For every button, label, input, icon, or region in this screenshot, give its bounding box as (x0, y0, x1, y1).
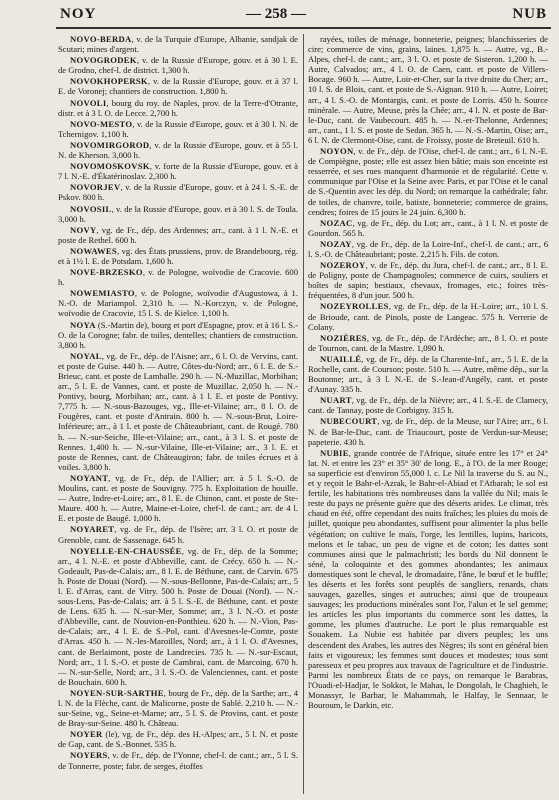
dictionary-entry (58, 524, 298, 544)
entry-headword: NOYER (70, 729, 103, 740)
dictionary-entry (308, 448, 548, 710)
entry-headword: NOZAY (320, 238, 352, 249)
dictionary-entry (58, 76, 298, 96)
dictionary-entry (58, 688, 298, 728)
entry-headword: NUBECOURT (320, 416, 378, 427)
entry-text: , v. de la Russie d'Europe, gouv. et à 24 l. S.-E. de Pskov. 800 h. (58, 182, 298, 203)
dictionary-entry (58, 225, 298, 245)
dictionary-entry (58, 729, 298, 749)
header-left-word: NOY (60, 6, 97, 22)
dictionary-entry (308, 333, 548, 353)
dictionary-entry (308, 239, 548, 259)
dictionary-entry (58, 246, 298, 266)
entry-headword: NOYARET (70, 524, 115, 535)
right-column (308, 34, 548, 794)
entry-text: , vg. de Fr., dép. des Ardennes; arr., cant. à 1 l. N.-E. et poste de Rethel. 600 h. (58, 224, 298, 245)
page-header (0, 6, 559, 24)
entry-text: , vg. de Fr., dép. de l'Isère; arr. 3 l. O. et poste de Grenoble, cant. de Sassenage. 645 h. (58, 524, 298, 545)
entry-text: , vg. de Fr., dép. du Lot; arr., cant., à 1 l. N. et poste de Gourdon. 565 h. (308, 217, 548, 238)
dictionary-entry (308, 395, 548, 415)
entry-headword: NOVOMOSKOVSK (70, 161, 150, 172)
entry-text: (le), vg. de Fr., dép. des H.-Alpes; arr., 5 l. N. et poste de Gap, cant. de S.-Bonnet. 535 h. (58, 729, 298, 750)
dictionary-entry (58, 750, 298, 770)
dictionary-entry (58, 204, 298, 224)
entry-headword: NOZAC (320, 217, 353, 228)
entry-headword: NOVOKHOPERSK (70, 76, 148, 87)
dictionary-entry (308, 260, 548, 300)
entry-text: , v. de la Russie d'Europe, gouv. et à 55 l. N. de Kherson. 3,000 h. (58, 139, 298, 161)
entry-text: , vg. des États prussiens, prov. de Brandebourg, rég. et à 1½ l. E. de Potsdam. 1,600 h. (58, 245, 298, 266)
entry-headword: NOVO-MESTO (70, 118, 133, 129)
entry-headword: NUART (320, 395, 352, 406)
entry-headword: NOVOSIL (70, 203, 112, 214)
entry-text: , v. de la Russie d'Europe, gouv. et à 30 l. E. de Grodno, chef-l. de district. 1,300 h. (58, 55, 298, 76)
entry-headword: NOZIÈRES (320, 332, 367, 343)
entry-headword: NOVE-BRZESKO (70, 267, 143, 278)
column-divider (303, 34, 304, 794)
entry-text: , grande contrée de l'Afrique, située entre les 17° et 24° lat. N. et entre les 23° et 35° 30' de long. E., à l'O. de la mer Rouge; sa superficie est d'environ 55,000 l. c. Le Nil la traverse du S. au N., et y reçoit le Bahr-el-Azrak, le Bahr-el-Abiad et l'Atbarah; le sol est fertile, les habitations très nombreuses dans la vallée du Nil; mais le reste du pays ne présente guère que des déserts arides. Le climat, très chaud en été, offre cependant des nuits fraîches; les pluies du mois de juillet, quoique peu abondantes, suffisent pour alimenter la plus belle végétation; on cultive le maïs, l'orge, les lentilles, lupins, haricots, melons et le tabac, un peu de vigne et de coton; les dattes sont communes ainsi que le palmachristi; les bords du Nil donnent le séné, la coloquinte et des gommes abondantes; les animaux domestiques sont le cheval, le dromadaire, l'âne, le bœuf et le buffle; les déserts et les forêts sont peuplés de sangliers, renards, chats sauvages, gazelles, singes et autruches; ainsi que de troupeaux sauvages; les productions minérales sont l'or, l'alun et le sel gemme; les articles les plus importants du commerce sont les dattes, la gomme, les plumes d'autruche. Le port le plus remarquable est Souakem. La Nubie est habitée par divers peuples; les uns descendent des Arabes, les autres des Nègres; ils sont en général bien faits et vigoureux; les femmes sont douces et modestes; tous sont paresseux et peu propres aux travaux de l'agriculture et de l'industrie. Parmi les nombreux États de ce pays, on remarque le Barabras, l'Ouadi-el-Hadjar, le Sokkot, le Mahas, le Dongolah, le Chaghieh, le Monassyr, le Barbar, le Mahammah, le Halfay, le Sennaar, le Bouroum, le Darkin, etc. (308, 447, 548, 711)
dictionary-entry (58, 351, 298, 472)
entry-headword: NOVO-BERDA (70, 34, 132, 44)
entry-text: , v. de Fr., dép. de l'Oise, chef-l. de cant.; arr., 6 l. N.-E. de Compiègne, poste; elle est assez bien bâtie; mais son enceinte est resserrée, et ses rues manquent d'harmonie et de régularité. Cette v. communique par l'Oise et la Seine avec Paris, et par l'Oise et le canal de S.-Quentin avec les dép. du Nord; on remarque la cathédrale; fabr. de toiles, de chanvre, toile, batiste, bonneterie; commerce de grains, cendres; foires de 15 jours le 24 juin. 6,300 h. (308, 146, 548, 217)
entry-text: rayées, toiles de ménage, bonneterie, peignes; blanchisseries de cire; commerce de vins, grains, laines. 1,875 h. — Autre, vg., B.-Alpes, chef-l. de cant.; arr., 3 l. O. et poste de Sisteron. 1,200 h. — Autre, Calvados; arr., 4 l. O. de Caen, cant. et poste de Villers-Bocage. 960 h. — Autre, Loir-et-Cher, sur la rive droite du Cher; arr., 10 l. S. de Blois, cant. et poste de S.-Aignan. 910 h. — Autre, Loiret; arr., 4 l. S.-O. de Montargis, cant. et poste de Lorris. 450 h. Source minérale. — Autre, Meuse, près la Chée; arr., 4 l. N. et poste de Bar-le-Duc, cant. de Vaubecourt. 485 h. — N.-et-Thelonne, Ardennes; arr., cant., 1 l. S. et poste de Sedan. 365 h. — N.-S.-Martin, Oise; arr., 6 l. N. de Clermont-Oise, cant. de Froissy, poste de Breteuil. 610 h. (308, 34, 548, 145)
entry-text: , vg. de Fr., dép. de l'Ardèche; arr., 8 l. O. et poste de Tournon, cant. de la Mastre. 1,090 h. (308, 332, 548, 353)
entry-headword: NOZEROY (320, 260, 366, 271)
dictionary-entry (308, 146, 548, 217)
dictionary-entry (58, 34, 298, 54)
entry-headword: NOYERS (70, 750, 108, 761)
dictionary-entry (308, 34, 548, 145)
entry-text: , v. de Pologne, woïvodie de Cracovie. 600 h. (58, 267, 298, 288)
entry-text: , vg. de Fr., dép. de l'Aisne; arr., 6 l. O. de Vervins, cant. et poste de Guise. 440 h. — Autre, Côtes-du-Nord; arr., 6 l. E. de S.-Brieuc, cant. et poste de Lamballe. 290 h. — N.-Muzillac, Morbihan; arr., 5 l. E. de Vannes, cant. et poste de Muzillac. 2,050 h. — N.-Pontivy, bourg, Morbihan; arr., cant. à 1 l. E. et poste de Pontivy. 7,775 h. — N.-sous-Bazouges, vg., Ille-et-Vilaine; arr., 8 l. O. de Fougères, cant. et poste d'Antrain. 800 h. — N.-sous-Brut, Loire-Inférieure; arr., à 1 l. et poste de Châteaubriant, cant. de Rougé. 780 h. — N.-sur-Seiche, Ille-et-Vilaine; arr., cant., à 3 l. S. et poste de Rennes. 1,400 h. — N.-sur-Vilaine, Ille-et-Vilaine; arr., 3 l. E. et poste de Rennes, cant. de Châteaugiron; fabr. de toiles écrues et à voiles. 3,800 h. (58, 350, 298, 472)
entry-headword: NOYON (320, 146, 354, 157)
dictionary-entry (58, 267, 298, 287)
left-column (58, 34, 298, 794)
entry-text: , vg. de Fr., dép. de la Somme; arr., 4 l. N.-E. et poste d'Abbeville, cant. de Crécy. 650 h. — N.-Godeault, Pas-de-Calais; arr., 8 l. E. de Béthune, cant. de Carvin. 675 h. Poste de Douai (Nord). — N.-sous-Bellonne, Pas-de-Calais; arr., 5 l. E. d'Arras, cant. de Vitry. 500 h. Poste de Douai (Nord). — N.-sous-Lens, Pas-de-Calais; arr. à 5 l. S.-E. de Béthune, cant. et poste de Lens. 635 h. — N.-sur-Mer, Somme; arr., 3 l. N.-O. et poste d'Abbeville, cant. de Nouvion-en-Ponthieu. 620 h. — N.-Vion, Pas-de-Calais; arr., 4 l. E. de S.-Pol, cant. d'Avesnes-le-Comte, poste d'Arras. 450 h. — N.-les-Maroilles, Nord; arr., à 1 l. O. d'Avesnes, cant. de Berlaimont, poste de Landrecies. 735 h. — N.-sur-Escaut, Nord; arr., 1 l. S.-O. et poste de Cambrai, cant. de Marcoing. 670 h. — N.-sur-Selle, Nord; arr., 3 l. S.-O. de Valenciennes, cant. et poste de Bouchain. 600 h. (58, 545, 298, 687)
entry-text: , bourg du roy. de Naples, prov. de la Terre-d'Otrante, distr. et à 3 l. O. de Lecce. 2,700 h. (58, 97, 298, 118)
entry-headword: NUAILLÉ (320, 353, 362, 364)
header-right-word: NUB (512, 6, 547, 22)
entry-headword: NOYA (70, 319, 96, 330)
dictionary-entry (58, 473, 298, 523)
entry-text: , v. de Fr., dép. de l'Yonne, chef-l. de cant.; arr., 5 l. S. de Tonnerre, poste; fabr. de serges, étoffes (58, 750, 298, 771)
dictionary-entry (58, 546, 298, 687)
dictionary-entry (58, 55, 298, 75)
entry-headword: NOWEMIASTO (70, 288, 135, 299)
entry-text: , v. forte de la Russie d'Europe, gouv. et à 7 l. N.-E. d'Ékatérinoslav. 2,300 h. (58, 161, 298, 182)
entry-text: , v. de la Turquie d'Europe, Albanie, sandjak de Scutari; mines d'argent. (58, 34, 298, 55)
dictionary-entry (308, 301, 548, 331)
dictionary-entry (58, 161, 298, 181)
entry-text: (S.-Martin de), bourg et port d'Espagne, prov. et à 16 l. S.-O. de la Corogne; fabr. de toiles, dentelles; chantiers de construction. 3,800 h. (58, 319, 298, 350)
entry-headword: NOVOMIRGOROD (70, 139, 150, 150)
entry-text: , v. de la Russie d'Europe, gouv. et à 37 l. E. de Voronej; chantiers de construction. 1,800 h. (58, 76, 298, 97)
entry-headword: NUBIE (320, 447, 349, 458)
entry-headword: NOVORJEV (70, 182, 121, 193)
dictionary-entry (308, 218, 548, 238)
dictionary-entry (58, 182, 298, 202)
entry-text: , v. de la Russie d'Europe, gouv. et à 30 l. N. de Tchernigov. 1,100 h. (58, 118, 298, 139)
entry-text: , vg. de Fr., dép. de l'Allier; arr. à 5 l. S.-O. de Moulins, cant. et poste de Souvigny. 775 h. Exploitation de houille. — Autre, Indre-et-Loire; arr., 8 l. E. de Chinon, cant. et poste de Ste-Maure. 400 h. — Autre, Maine-et-Loire, chef-l. de cant.; arr. de 4 l. E. et poste de Baugé. 1,000 h. (58, 472, 298, 524)
header-rule (56, 27, 551, 29)
entry-text: , vg. de Fr., dép. de la Loire-Inf., chef-l. de cant.; arr., 6 l. S.-O. de Châteaubriant; poste. 2,215 h. Fils. de coton. (308, 238, 548, 259)
entry-headword: NOYELLE-EN-CHAUSSÉE (70, 545, 182, 556)
entry-text: , vg. de Fr., dép. de la Nièvre; arr., 4 l. S.-E. de Clamecy, cant. de Tannay, poste de Corbigny. 315 h. (308, 395, 548, 416)
entry-text: , v. de la Russie d'Europe, gouv. et à 30 l. S. de Toula. 3,000 h. (58, 203, 298, 224)
entry-text: , v. de Fr., dép. du Jura, chef-l. de cant.; arr., 8 l. E. de Poligny, poste de Champagnoles; commerce de cuirs, souliers et boîtes de sapin; bestiaux, chevaux, fromages, etc.; foires très-fréquentées, 8 d'un jour. 500 h. (308, 260, 548, 301)
dictionary-entry (58, 119, 298, 139)
dictionary-entry (58, 320, 298, 350)
entry-headword: NOYANT (70, 472, 109, 483)
dictionary-entry (308, 416, 548, 446)
entry-headword: NOYEN-SUR-SARTHE (70, 687, 164, 698)
entry-text: , vg. de Fr., dép. de la H.-Loire; arr., 10 l. S. de Brioude, cant. de Pinols, poste de Langeac. 575 h. Verrerie de Colany. (308, 301, 548, 332)
entry-headword: NOYAL (70, 350, 102, 361)
entry-headword: NOWAWES (70, 245, 117, 256)
dictionary-entry (58, 140, 298, 160)
dictionary-entry (58, 98, 298, 118)
entry-headword: NOVOGRODEK (70, 55, 137, 66)
entry-text: , v. de Pologne, woïvodie d'Augustowa, à 1. N.-O. de Mariampol. 2,310 h. — N.-Korczyn, v. de Pologne, woïvodie de Cracovie, 15 l. S. de Kielce. 1,100 h. (58, 288, 298, 319)
page-number: — 258 — (246, 6, 306, 22)
dictionary-entry (58, 288, 298, 318)
entry-text: , bourg de Fr., dép. de la Sarthe; arr., 4 l. N. de la Flèche, cant. de Malicorne, poste de Sablé. 2,210 h. — N.-sur-Seine, vg., Seine-et-Marne; arr., 5 l. S. de Provins, cant. et poste de Bray-sur-Seine. 480 h. Château. (58, 687, 298, 729)
entry-headword: NOZEYROLLES (320, 301, 389, 312)
entry-text: , vg. de Fr., dép. de la Charente-Inf., arr., 5 l. E. de la Rochelle, cant. de Courson; poste. 510 h. — Autre, même dép., sur la Boutonne; arr., à 3 l. N.-E. de S.-Jean-d'Angély, cant. et poste d'Aunay. 335 h. (308, 353, 548, 395)
entry-headword: NOVOLI (70, 97, 107, 108)
entry-text: , vg. de Fr., dép. de la Meuse, sur l'Aire; arr., 6 l. N. de Bar-le-Duc, cant. de Triaucourt, poste de Verdun-sur-Meuse; papeterie. 430 h. (308, 416, 548, 447)
entry-headword: NOVY (70, 224, 97, 235)
dictionary-entry (308, 354, 548, 394)
